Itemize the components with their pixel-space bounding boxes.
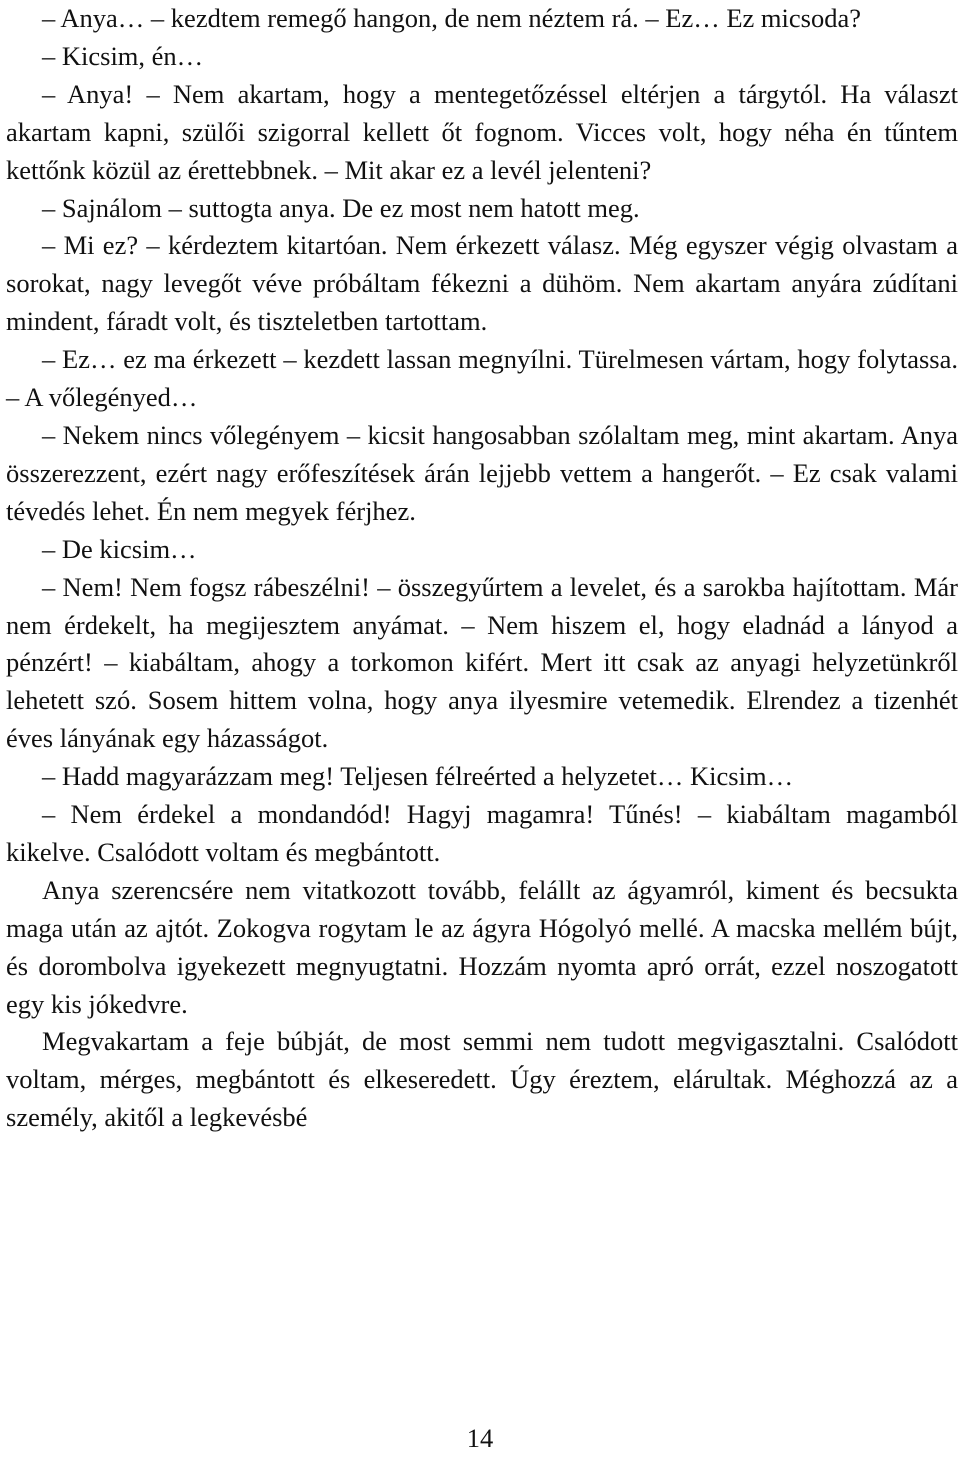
paragraph: – Nem! Nem fogsz rábeszélni! – összegyűrtem a levelet, és a sarokba hajítottam. Már nem érdekelt, ha megijesztem anyámat. – Nem hiszem el, hogy eladnád a lányod a pénzért! – kiabáltam, ahogy a torkomon kifért. Mert itt csak az anyagi helyzetünkről lehetett szó. Sosem hittem volna, hogy anya ilyesmire vetemedik. Elrendez a tizenhét éves lányának egy házasságot. [6, 571, 958, 754]
paragraph: Megvakartam a feje búbját, de most semmi nem tudott megvigasztalni. Csalódott voltam, mérges, megbántott és elkeseredett. Úgy éreztem, elárultak. Méghozzá az a személy, akitől a legkevésbé [6, 1026, 958, 1133]
paragraph: – Mi ez? – kérdeztem kitartóan. Nem érkezett válasz. Még egyszer végig olvastam a sorokat, nagy levegőt véve próbáltam fékezni a dühöm. Nem akartam anyára zúdítani mindent, fáradt volt, és tiszteletben tartottam. [6, 230, 958, 337]
paragraph: – Ez… ez ma érkezett – kezdett lassan megnyílni. Türelmesen vártam, hogy folytassa. – A vőlegényed… [6, 344, 958, 413]
paragraph: – Nem érdekel a mondandód! Hagyj magamra! Tűnés! – kiabáltam magamból kikelve. Csalódott voltam és megbántott. [6, 799, 958, 867]
paragraph: Anya szerencsére nem vitatkozott tovább, felállt az ágyamról, kiment és becsukta maga után az ajtót. Zokogva rogytam le az ágyra Hógolyó mellé. A macska mellém bújt, és dorombolva igyekezett megnyugtatni. Hozzám nyomta apró orrát, ezzel noszogatott egy kis jókedvre. [6, 874, 958, 1019]
page-number: 14 [466, 1423, 494, 1453]
paragraph: – Nekem nincs vőlegényem – kicsit hangosabban szólaltam meg, mint akartam. Anya összerezzent, ezért nagy erőfeszítések árán lejjebb vettem a hangerőt. – Ez csak valami tévedés lehet. Én nem megyek férjhez. [6, 419, 958, 526]
paragraph: – De kicsim… [42, 533, 197, 564]
paragraph: – Sajnálom – suttogta anya. De ez most nem hatott meg. [42, 192, 640, 223]
paragraph: – Anya! – Nem akartam, hogy a mentegetőzéssel eltérjen a tárgytól. Ha választ akartam kapni, szülői szigorral kellett őt fognom. Vicces volt, hogy néha én tűntem kettőnk közül az érettebbnek. – Mit akar ez a levél jelenteni? [6, 78, 958, 185]
paragraph: – Kicsim, én… [42, 40, 204, 71]
paragraph: – Hadd magyarázzam meg! Teljesen félreérted a helyzetet… Kicsim… [42, 761, 794, 792]
paragraph: – Anya… – kezdtem remegő hangon, de nem néztem rá. – Ez… Ez micsoda? [42, 3, 862, 33]
page-body [6, 0, 958, 1137]
